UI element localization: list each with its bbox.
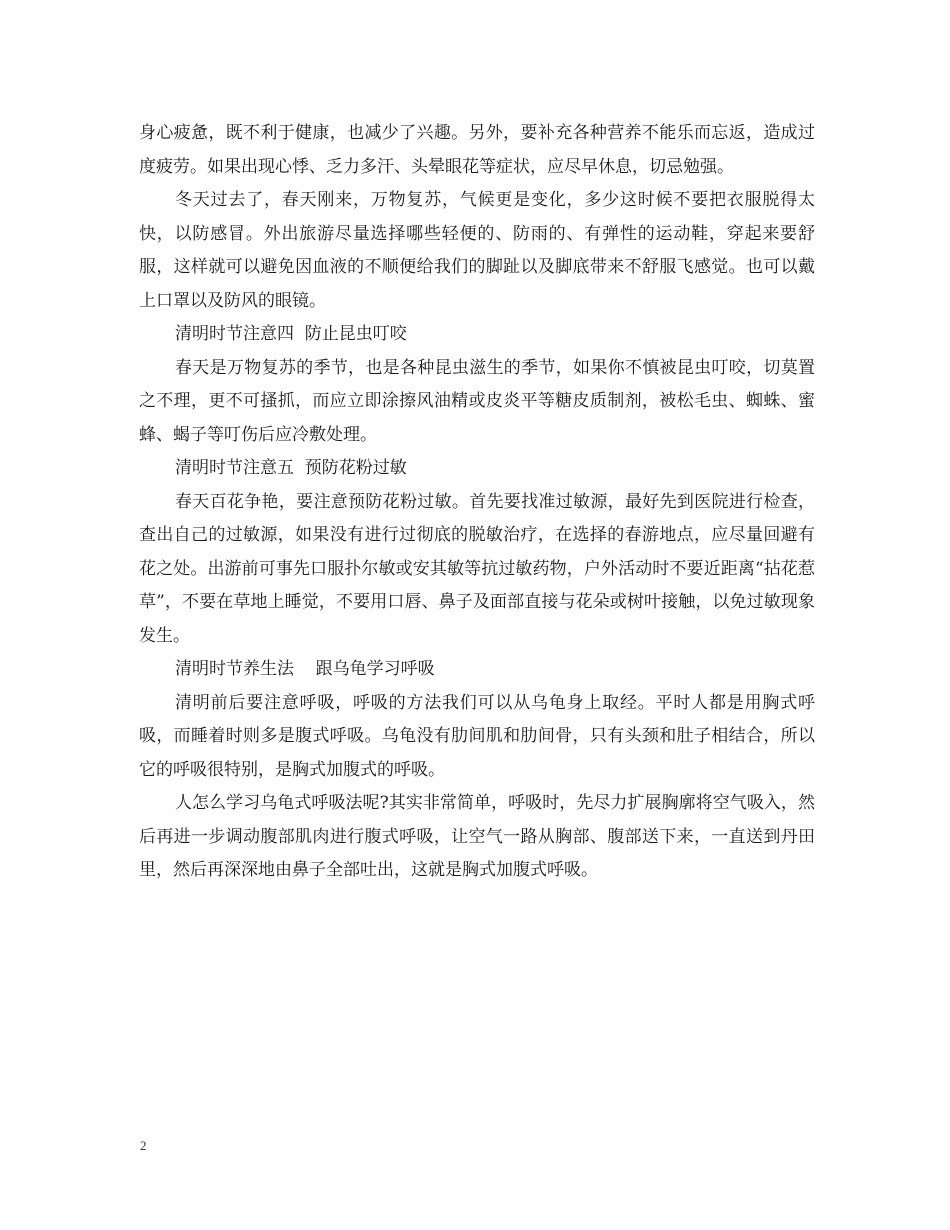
section-heading-5: 清明时节注意五 预防花粉过敏: [175, 458, 407, 478]
paragraph-6: 人怎么学习乌龟式呼吸法呢?其实非常简单，呼吸时，先尽力扩展胸廓将空气吸入，然后再进一步调动腹部肌肉进行腹式呼吸，让空气一路从胸部、腹部送下来，一直送到丹田里，然后再深深地由鼻子全部吐出，这就是胸式加腹式呼吸。: [139, 793, 815, 880]
paragraph-4: 春天百花争艳，要注意预防花粉过敏。首先要找准过敏源，最好先到医院进行检查，查出自己的过敏源，如果没有进行过彻底的脱敏治疗，在选择的春游地点，应尽量回避有花之处。出游前可事先口服扑尔敏或安其敏等抗过敏药物，户外活动时不要近距离“拈花惹草”，不要在草地上睡觉，不要用口唇、鼻子及面部直接与花朵或树叶接触，以免过敏现象发生。: [139, 491, 815, 646]
section-heading-breathing: 清明时节养生法 跟乌龟学习呼吸: [175, 659, 435, 679]
paragraph-1: 身心疲惫，既不利于健康，也减少了兴趣。另外，要补充各种营养不能乐而忘返，造成过度疲劳。如果出现心悸、乏力多汗、头晕眼花等症状，应尽早休息，切忌勉强。: [139, 123, 815, 177]
paragraph-5: 清明前后要注意呼吸，呼吸的方法我们可以从乌龟身上取经。平时人都是用胸式呼吸，而睡着时则多是腹式呼吸。乌龟没有肋间肌和肋间骨，只有头颈和肚子相结合，所以它的呼吸很特别，是胸式加腹式的呼吸。: [139, 692, 815, 780]
paragraph-2: 冬天过去了，春天刚来，万物复苏，气候更是变化，多少这时候不要把衣服脱得太快，以防感冒。外出旅游尽量选择哪些轻便的、防雨的、有弹性的运动鞋，穿起来要舒服，这样就可以避免因血液的不顺便给我们的脚趾以及脚底带来不舒服飞感觉。也可以戴上口罩以及防风的眼镜。: [139, 190, 815, 311]
section-heading-4: 清明时节注意四 防止昆虫叮咬: [175, 324, 407, 344]
paragraph-3: 春天是万物复苏的季节，也是各种昆虫滋生的季节，如果你不慎被昆虫叮咬，切莫置之不理，更不可搔抓，而应立即涂擦风油精或皮炎平等糖皮质制剂，被松毛虫、蜘蛛、蜜蜂、蝎子等叮伤后应冷敷处理。: [139, 357, 815, 445]
document-body: [139, 117, 815, 888]
page-number: 2: [140, 1138, 147, 1153]
